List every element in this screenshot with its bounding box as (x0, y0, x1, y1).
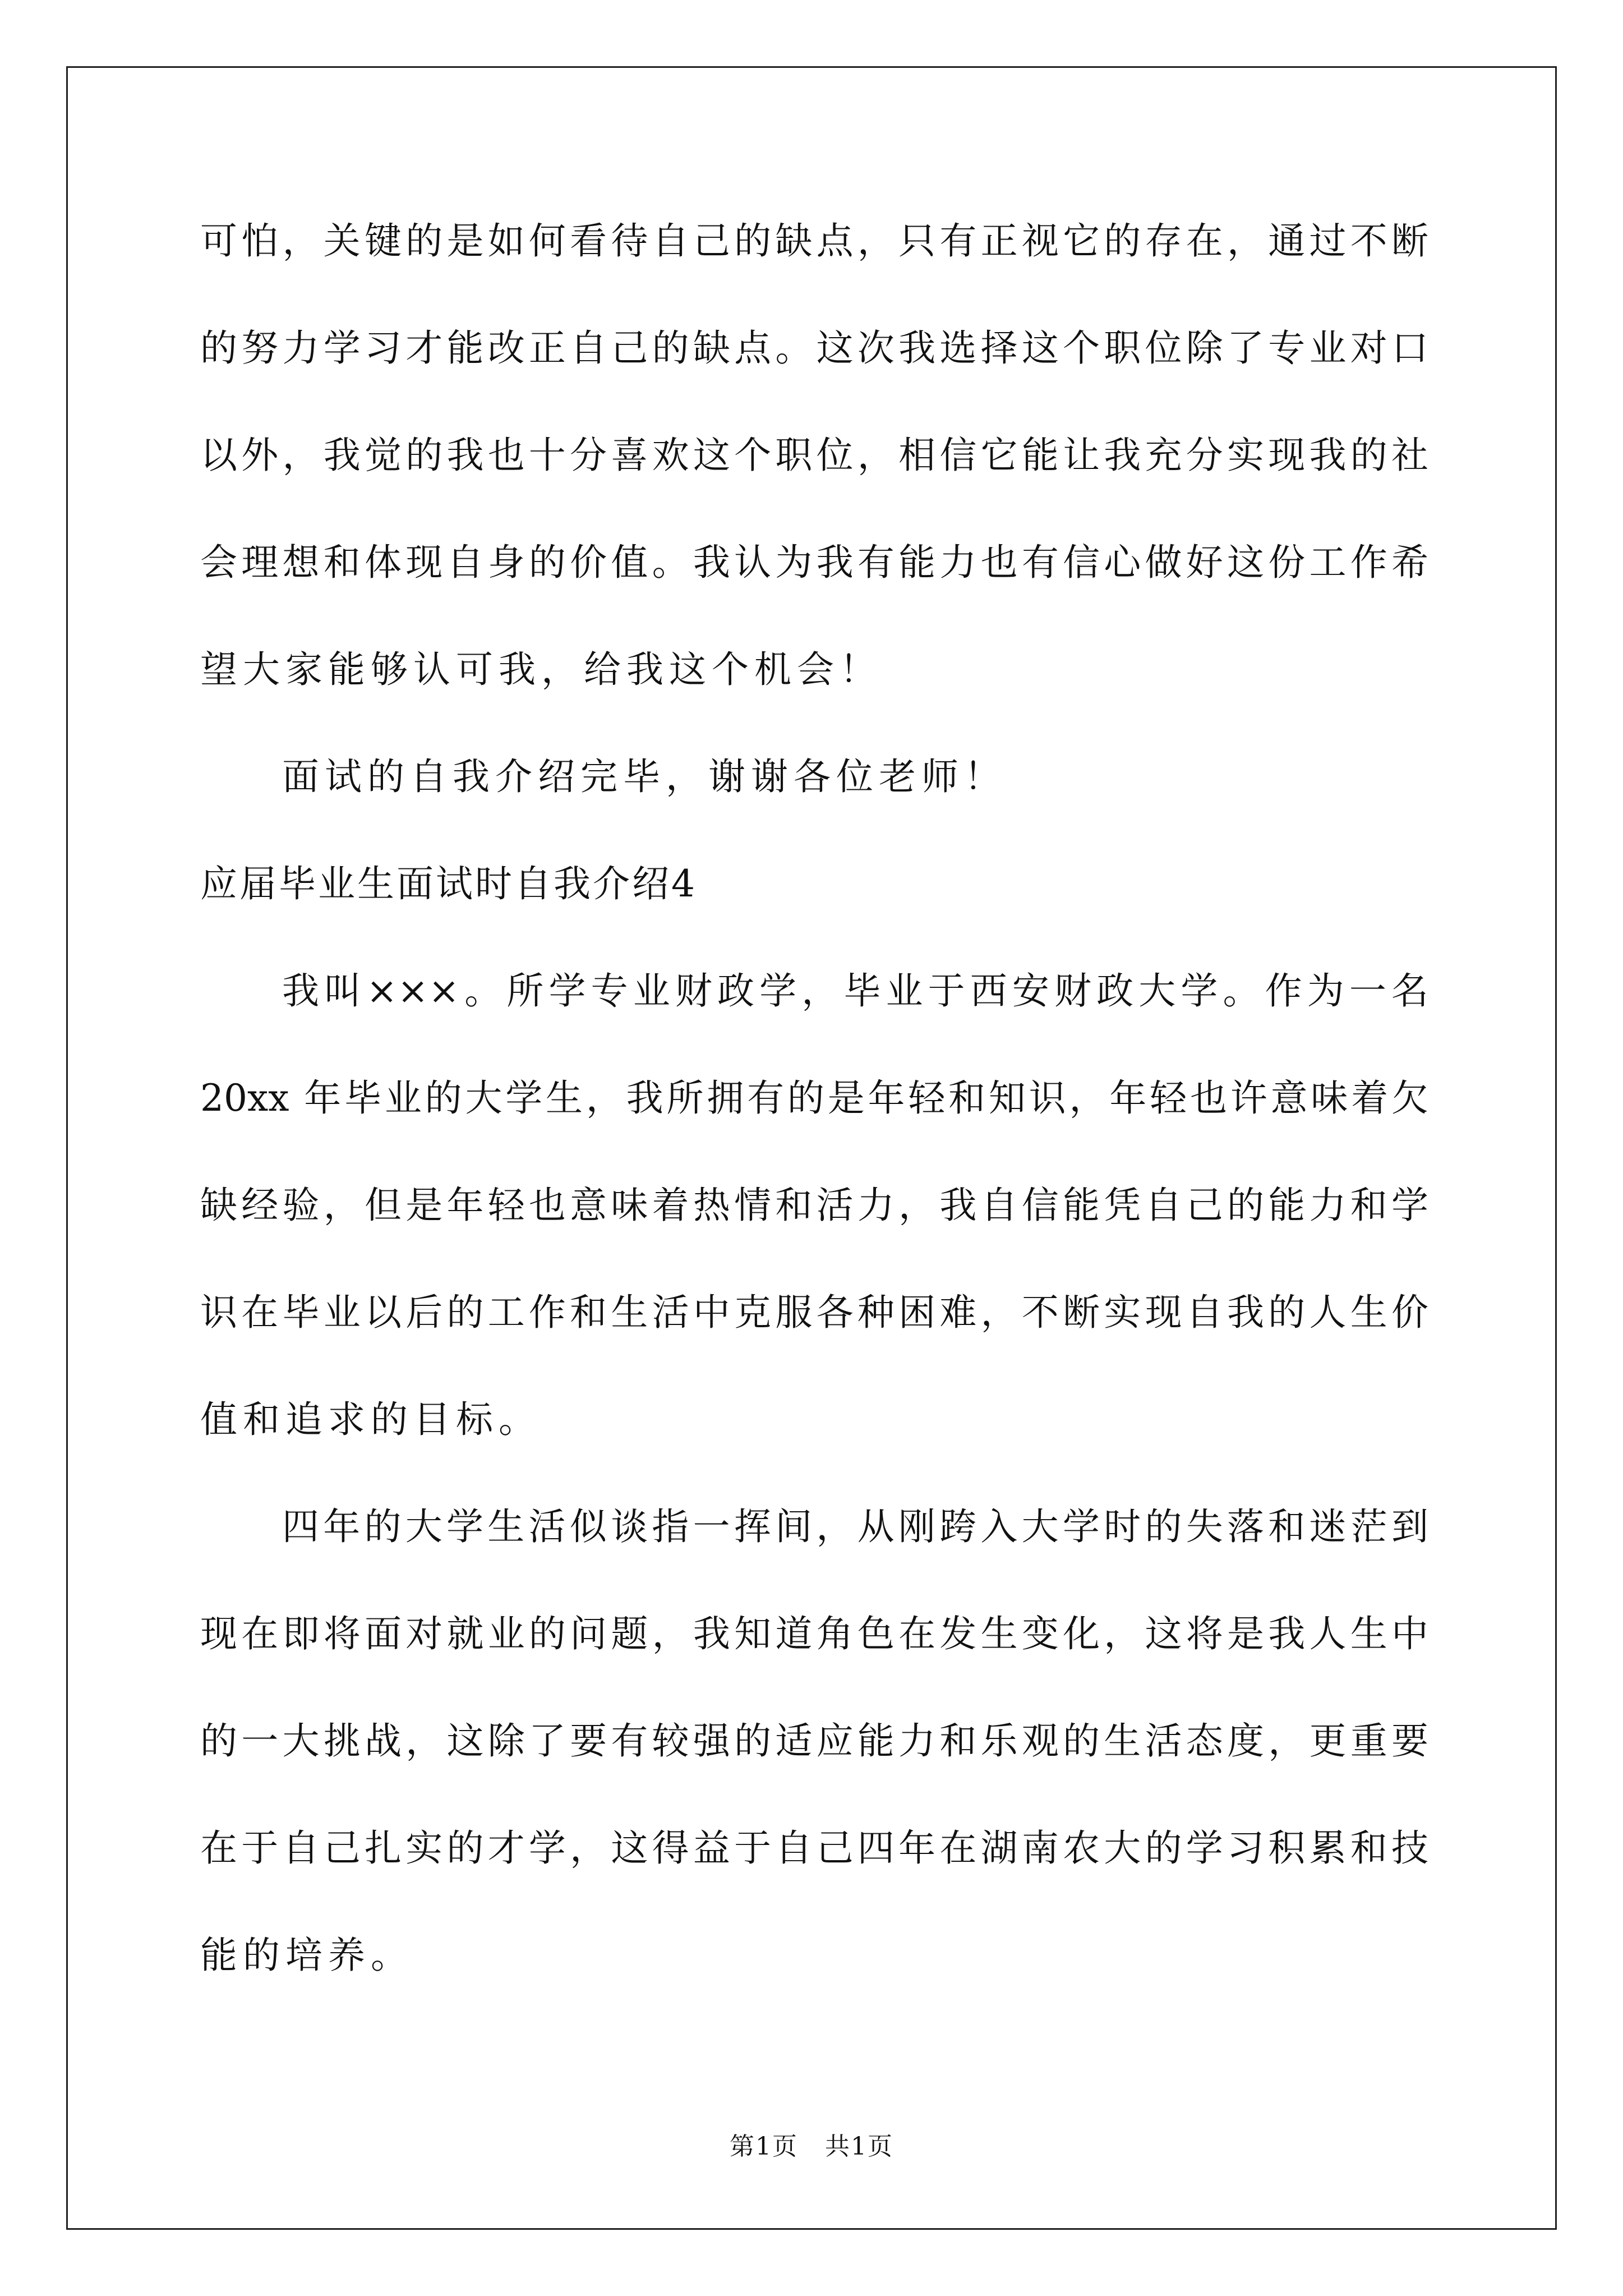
paragraph-line: 的一大挑战，这除了要有较强的适应能力和乐观的生活态度，更重要 (200, 1719, 1428, 1763)
paragraph-line: 以外，我觉的我也十分喜欢这个职位，相信它能让我充分实现我的社 (200, 434, 1428, 477)
paragraph-line: 缺经验，但是年轻也意味着热情和活力，我自信能凭自己的能力和学 (200, 1184, 1428, 1227)
paragraph-line: 识在毕业以后的工作和生活中克服各种困难，不断实现自我的人生价 (200, 1291, 1428, 1334)
paragraph-line: 望大家能够认可我，给我这个机会！ (200, 648, 882, 691)
paragraph-line: 面试的自我介绍完毕，谢谢各位老师！ (282, 755, 1007, 798)
paragraph-line: 我叫×××。所学专业财政学，毕业于西安财政大学。作为一名 (282, 969, 1428, 1013)
paragraph-line: 能的培养。 (200, 1934, 413, 1977)
paragraph-line: 会理想和体现自身的价值。我认为我有能力也有信心做好这份工作希 (200, 541, 1428, 584)
document-body (200, 208, 1428, 2029)
paragraph-line: 值和追求的目标。 (200, 1398, 541, 1441)
paragraph-line: 的努力学习才能改正自己的缺点。这次我选择这个职位除了专业对口 (200, 326, 1428, 370)
paragraph-line: 四年的大学生活似谈指一挥间，从刚跨入大学时的失落和迷茫到 (282, 1505, 1428, 1548)
paragraph-line: 在于自己扎实的才学，这得益于自己四年在湖南农大的学习积累和技 (200, 1826, 1428, 1870)
page-number: 第1页 (730, 2132, 798, 2161)
paragraph-line: 可怕，关键的是如何看待自己的缺点，只有正视它的存在，通过不断 (200, 219, 1428, 263)
section-heading: 应届毕业生面试时自我介绍4 (200, 862, 697, 905)
paragraph-line: 现在即将面对就业的问题，我知道角色在发生变化，这将是我人生中 (200, 1612, 1428, 1655)
page-total: 共1页 (825, 2132, 893, 2161)
page-footer (0, 2126, 1623, 2162)
paragraph-line: 20xx 年毕业的大学生，我所拥有的是年轻和知识，年轻也许意味着欠 (200, 1076, 1428, 1120)
